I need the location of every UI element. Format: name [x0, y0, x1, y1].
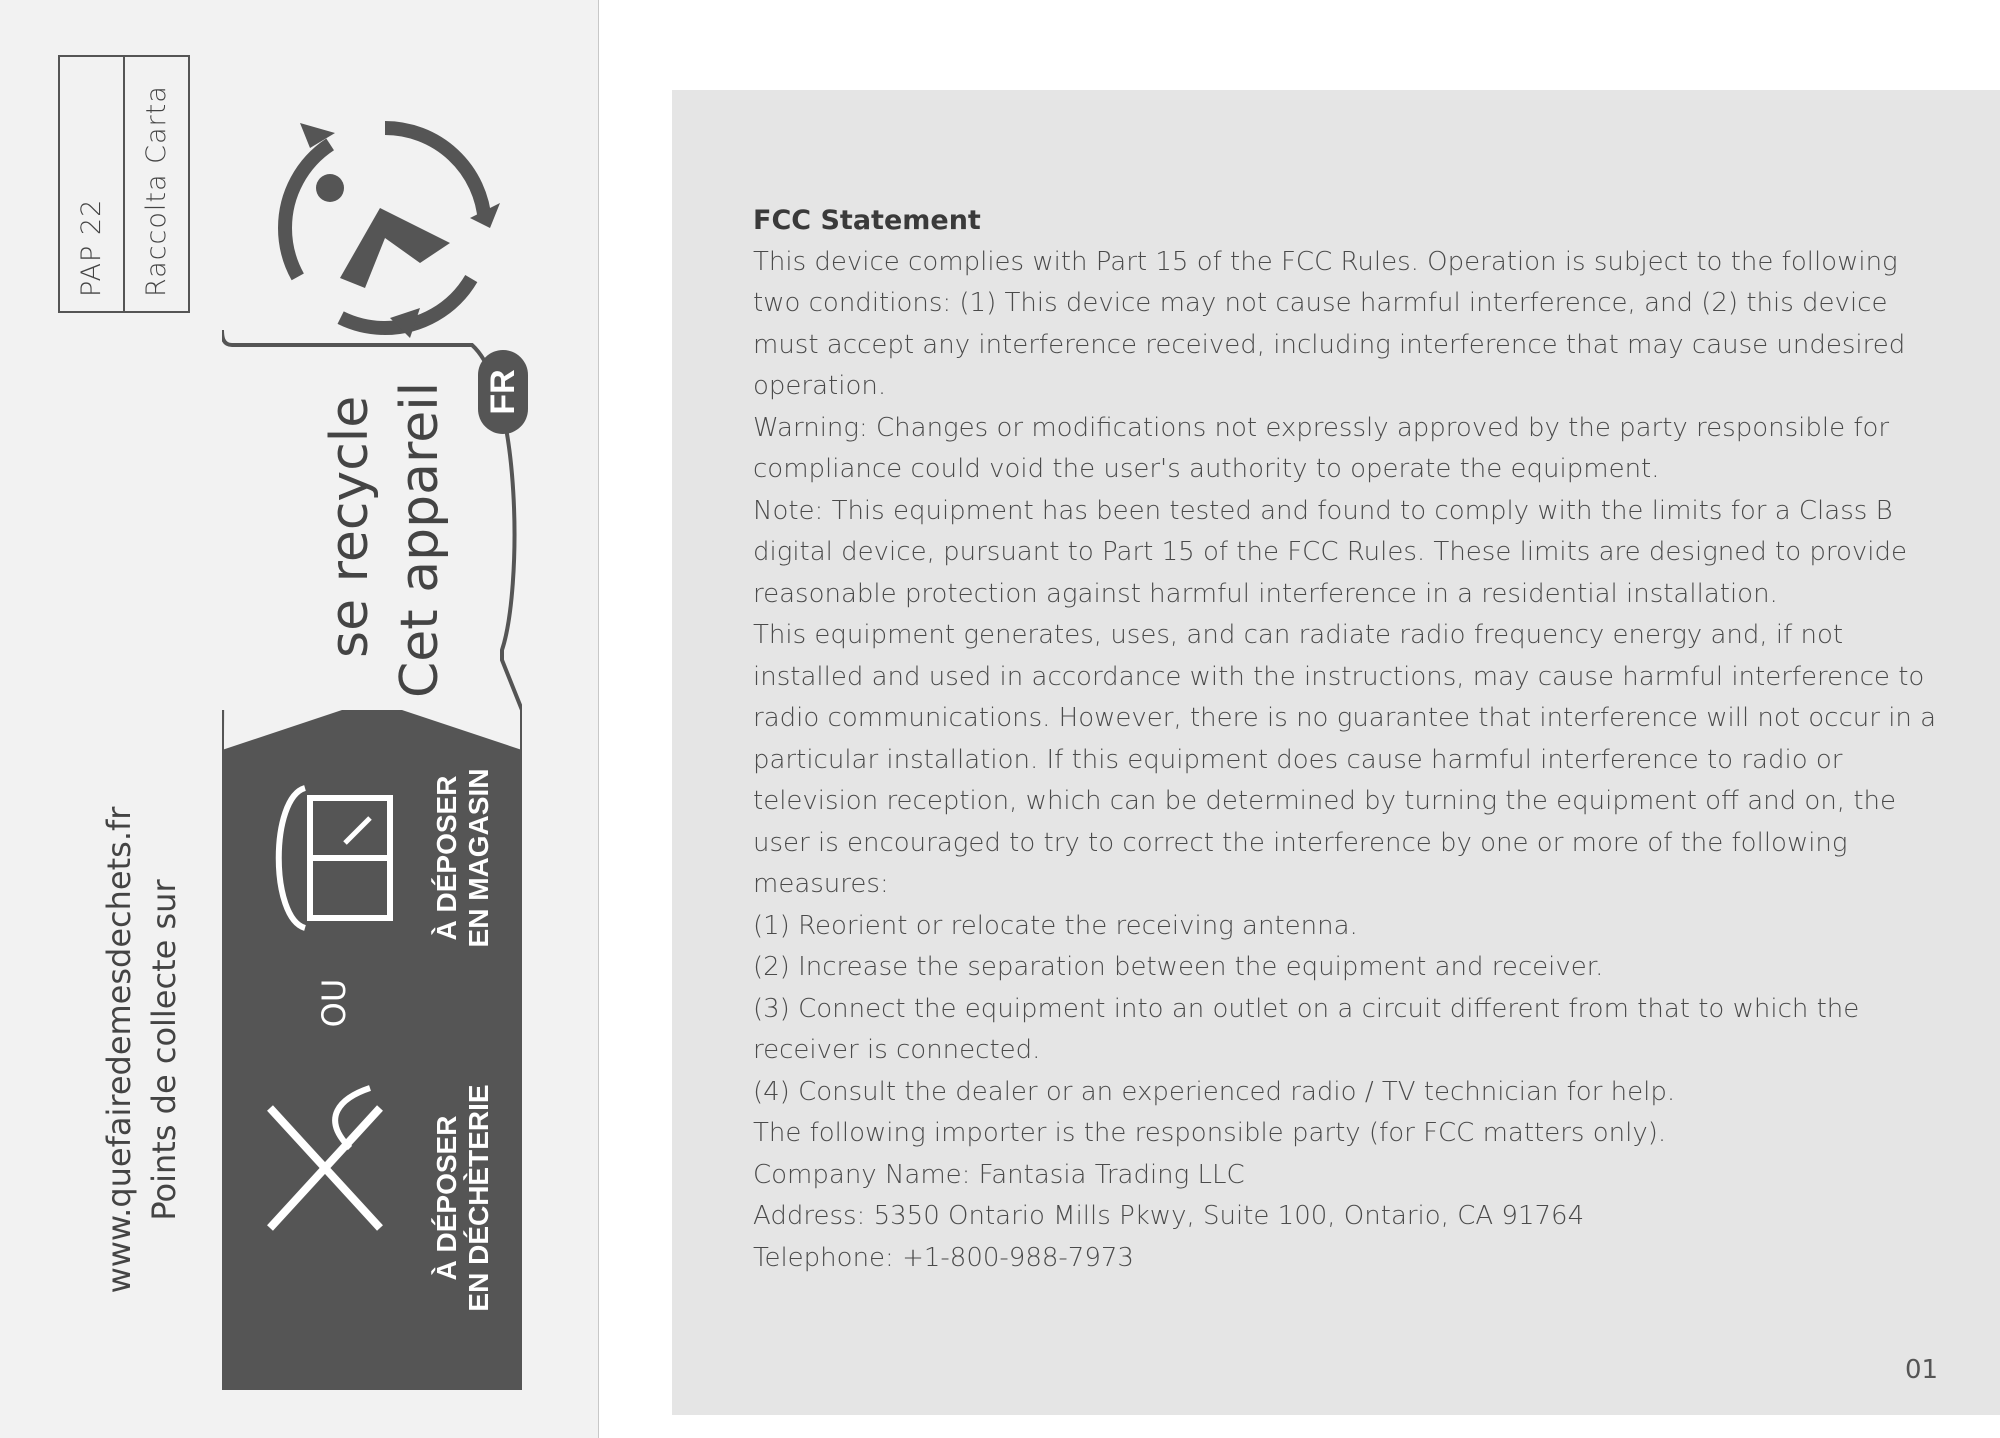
fcc-paragraph: This equipment generates, uses, and can radiate radio frequency energy and, if not installed and used in accordance with the instructions, may cause harmful interference to radio communications. However, there is no guarantee that interference will not occur in a particular installation. If this equipment does cause harmful interference to radio or television reception, which can be determined by turning the equipment off and on, the user is encouraged to try to correct the interference by one or more of the following measures: — [753, 620, 1937, 899]
fcc-paragraph: Warning: Changes or modifications not expressly approved by the party responsible for compliance could void the user's authority to operate the equipment. — [753, 412, 1890, 484]
page-number: 01 — [1905, 1355, 1939, 1385]
deposit-store-line2: EN MAGASIN — [463, 768, 494, 948]
label-title-line2: se recycle — [320, 395, 380, 658]
fcc-measure: (2) Increase the separation between the equipment and receiver. — [753, 952, 1604, 982]
deposit-store-line1: À DÉPOSER — [431, 775, 462, 941]
fcc-paragraph: Note: This equipment has been tested and found to comply with the limits for a Class B digital device, pursuant to Part 15 of the FCC Rules. These limits are designed to provide reasonable protection against harmful interference in a residential installation. — [753, 495, 1908, 609]
company-telephone: Telephone: +1-800-988-7973 — [753, 1242, 1134, 1273]
fcc-paragraph: This device complies with Part 15 of the FCC Rules. Operation is subject to the following two conditions: (1) This device may not cause harmful interference, and (2) this device must accept any interference received, including interference that may cause undesired operation. — [753, 246, 1906, 401]
company-address: Address: 5350 Ontario Mills Pkwy, Suite 100, Ontario, CA 91764 — [753, 1201, 1585, 1231]
deposit-center-line2: EN DÉCHÈTERIE — [463, 1084, 494, 1312]
fcc-statement — [753, 200, 1953, 1279]
collection-text: Points de collecte sur — [145, 879, 183, 1221]
recycling-center-icon — [250, 1078, 400, 1248]
triman-recycle-icon — [270, 118, 500, 338]
pap-code-box — [58, 55, 190, 313]
recycling-label — [0, 0, 599, 1438]
fcc-heading: FCC Statement — [753, 205, 981, 236]
company-name: Company Name: Fantasia Trading LLC — [753, 1159, 1245, 1190]
label-title-line1: Cet appareil — [390, 381, 450, 698]
fcc-measure: (3) Connect the equipment into an outlet on a circuit different from that to which the receiver is connected. — [753, 993, 1860, 1065]
importer-note: The following importer is the responsible party (for FCC matters only). — [753, 1118, 1667, 1148]
fcc-measure: (1) Reorient or relocate the receiving antenna. — [753, 910, 1358, 941]
country-badge: FR — [478, 350, 528, 434]
deposit-center-line1: À DÉPOSER — [431, 1115, 462, 1281]
recycling-label-content — [0, 0, 598, 1438]
pap-name: Raccolta Carta — [123, 57, 188, 311]
website-link: www.quefairedemesdechets.fr — [100, 806, 138, 1294]
or-text: OU — [315, 978, 353, 1028]
fcc-measure: (4) Consult the dealer or an experienced radio / TV technician for help. — [753, 1076, 1676, 1107]
store-basket-icon — [250, 778, 400, 938]
pap-code: PAP 22 — [76, 198, 107, 297]
